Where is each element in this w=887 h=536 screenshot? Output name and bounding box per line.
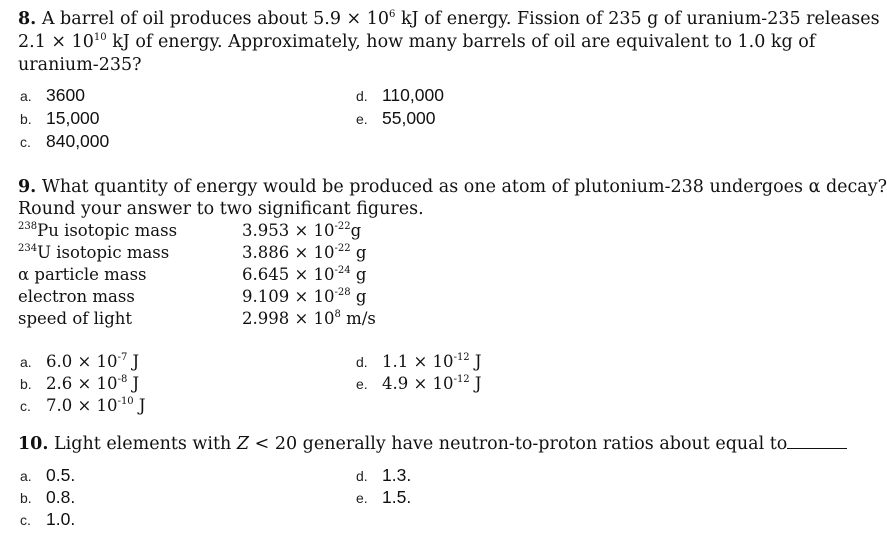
q8-text-part: kJ of energy. Fission of 235 g of uranium-235 releases — [395, 9, 880, 29]
option-exponent: -7 — [117, 352, 128, 363]
constant-label: electron mass — [18, 287, 135, 306]
option-letter: b. — [20, 376, 32, 392]
q10-text-part: < 20 generally have neutron-to-proton ratios about equal to — [249, 434, 788, 454]
option-value: 1.5. — [382, 487, 412, 507]
q10-option-e[interactable] — [356, 487, 411, 508]
q9-stem-line2 — [18, 198, 424, 220]
constant-value: 9.109 × 10 — [242, 287, 335, 306]
constant-exponent: -22 — [334, 243, 351, 254]
constant-unit: g — [350, 287, 367, 306]
q8-stem-line1 — [18, 8, 880, 30]
option-value: 1.0. — [46, 509, 76, 529]
q9-option-c[interactable] — [20, 396, 146, 416]
q8-option-c[interactable] — [20, 131, 109, 152]
option-exponent: -10 — [117, 396, 134, 407]
q9-option-d[interactable] — [356, 352, 482, 372]
option-value: 3600 — [46, 85, 85, 105]
option-value: 0.5. — [46, 465, 76, 485]
option-value — [382, 374, 482, 393]
option-unit: J — [127, 352, 140, 371]
option-exponent: -12 — [453, 374, 470, 385]
option-mantissa: 6.0 × 10 — [46, 352, 118, 371]
option-unit: J — [127, 374, 140, 393]
option-letter: e. — [356, 490, 368, 506]
q9-table-value — [242, 221, 361, 240]
constant-exponent: 8 — [334, 309, 341, 320]
q9-table-row — [18, 221, 177, 240]
option-letter: d. — [356, 354, 368, 370]
constant-exponent: -22 — [334, 221, 351, 232]
option-value — [46, 352, 139, 371]
constant-value: 2.998 × 10 — [242, 309, 335, 328]
option-letter: d. — [356, 468, 368, 484]
option-letter: c. — [20, 512, 31, 528]
constant-value: 3.953 × 10 — [242, 221, 335, 240]
q10-option-b[interactable] — [20, 487, 75, 508]
option-letter: b. — [20, 111, 32, 127]
q10-variable: Z — [236, 434, 250, 454]
q9-table-row — [18, 287, 135, 306]
constant-label: U isotopic mass — [37, 243, 170, 262]
option-letter: b. — [20, 490, 32, 506]
q9-table-value — [242, 243, 366, 262]
q8-option-e[interactable] — [356, 108, 436, 129]
option-value: 55,000 — [382, 108, 436, 128]
option-exponent: -12 — [453, 352, 470, 363]
q10-stem — [18, 433, 847, 455]
option-unit: J — [469, 352, 482, 371]
q10-option-c[interactable] — [20, 509, 75, 530]
constant-label: speed of light — [18, 309, 133, 328]
q10-number: 10. — [18, 434, 49, 454]
constant-unit: m/s — [340, 309, 376, 328]
constant-unit: g — [350, 221, 362, 240]
option-value — [46, 396, 146, 415]
option-value: 0.8. — [46, 487, 76, 507]
q9-table-value — [242, 309, 376, 328]
q8-option-b[interactable] — [20, 108, 100, 129]
option-value: 1.3. — [382, 465, 412, 485]
option-value — [46, 374, 139, 393]
option-value: 110,000 — [382, 85, 444, 105]
q9-option-b[interactable] — [20, 374, 139, 394]
q9-table-row — [18, 309, 132, 328]
q8-text-part: kJ of energy. Approximately, how many barrels of oil are equivalent to 1.0 kg of — [106, 32, 816, 52]
isotope-mass-number: 238 — [18, 221, 38, 232]
q8-number: 8. — [18, 9, 37, 29]
constant-label: α particle mass — [18, 265, 147, 284]
q8-stem-line3 — [18, 54, 142, 76]
option-value: 840,000 — [46, 131, 110, 151]
q9-table-row — [18, 265, 147, 284]
option-mantissa: 1.1 × 10 — [382, 352, 454, 371]
option-letter: d. — [356, 88, 368, 104]
option-letter: e. — [356, 376, 368, 392]
q9-option-e[interactable] — [356, 374, 482, 394]
q8-text-part: 2.1 × 10 — [18, 32, 94, 52]
q10-option-d[interactable] — [356, 465, 411, 486]
option-mantissa: 2.6 × 10 — [46, 374, 118, 393]
constant-unit: g — [350, 243, 367, 262]
q8-exponent: 10 — [93, 32, 107, 43]
q8-option-d[interactable] — [356, 85, 444, 106]
constant-value: 3.886 × 10 — [242, 243, 335, 262]
option-letter: c. — [20, 398, 31, 414]
constant-value: 6.645 × 10 — [242, 265, 335, 284]
q8-text-part: uranium-235? — [18, 55, 142, 75]
option-letter: a. — [20, 354, 32, 370]
option-mantissa: 4.9 × 10 — [382, 374, 454, 393]
constant-unit: g — [350, 265, 367, 284]
constant-exponent: -28 — [334, 287, 351, 298]
option-letter: c. — [20, 134, 31, 150]
constant-label: Pu isotopic mass — [37, 221, 178, 240]
option-unit: J — [133, 396, 146, 415]
option-letter: a. — [20, 468, 32, 484]
q10-text-part: Light elements with — [54, 434, 237, 454]
q9-text-part: Round your answer to two significant figures. — [18, 199, 424, 219]
q9-table-row — [18, 243, 169, 262]
q10-option-a[interactable] — [20, 465, 75, 486]
q9-stem-line1 — [18, 176, 887, 198]
q9-option-a[interactable] — [20, 352, 139, 372]
answer-blank — [787, 434, 847, 449]
option-letter: e. — [356, 111, 368, 127]
q8-option-a[interactable] — [20, 85, 85, 106]
q8-exponent: 6 — [389, 9, 396, 20]
q9-table-value — [242, 287, 366, 306]
q8-stem-line2 — [18, 31, 815, 53]
option-value — [382, 352, 482, 371]
q9-table-value — [242, 265, 366, 284]
q9-number: 9. — [18, 177, 37, 197]
constant-exponent: -24 — [334, 265, 351, 276]
isotope-mass-number: 234 — [18, 243, 38, 254]
option-unit: J — [469, 374, 482, 393]
option-exponent: -8 — [117, 374, 128, 385]
q8-text-part: A barrel of oil produces about 5.9 × 10 — [41, 9, 390, 29]
option-mantissa: 7.0 × 10 — [46, 396, 118, 415]
option-letter: a. — [20, 88, 32, 104]
option-value: 15,000 — [46, 108, 100, 128]
q9-text-part: What quantity of energy would be produced as one atom of plutonium-238 undergoes α decay? — [41, 177, 887, 197]
